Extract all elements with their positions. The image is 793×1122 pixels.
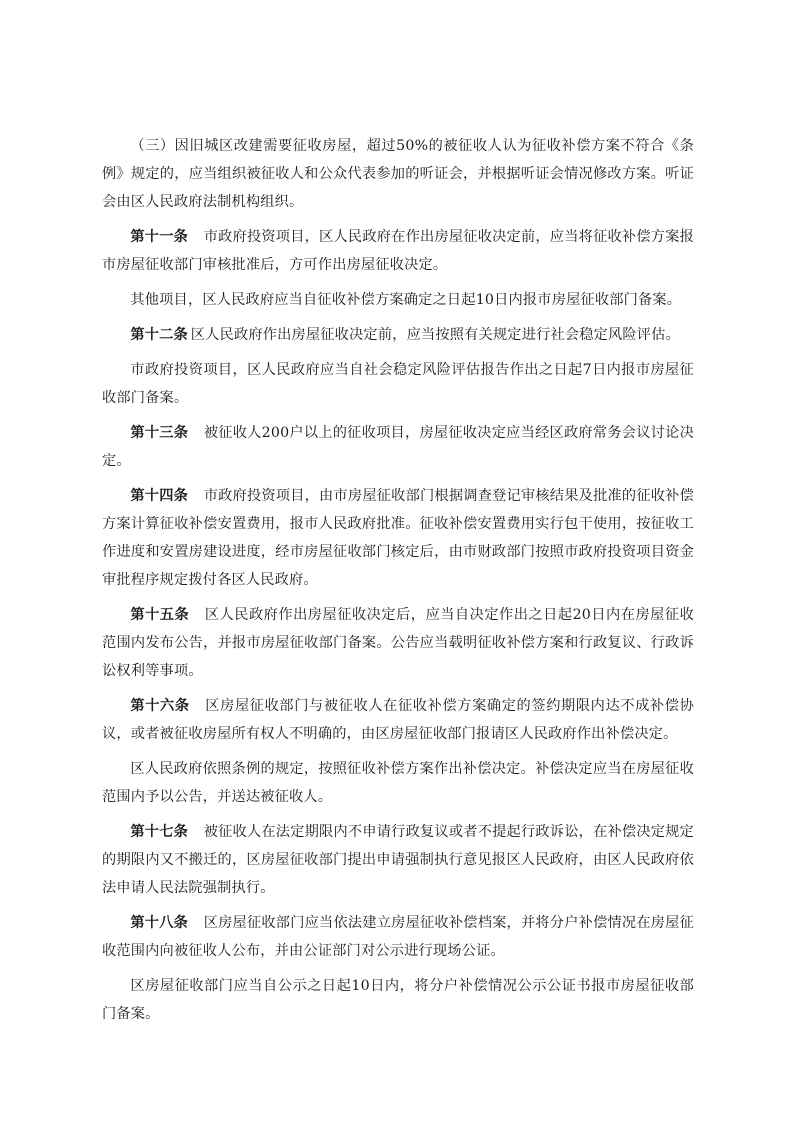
paragraph-text: 区人民政府作出房屋征收决定后，应当自决定作出之日起20日内在房屋征收范围内发布公告，并报市房屋征收部门备案。公告应当载明征收补偿方案和行政复议、行政诉讼权利等事项。: [102, 607, 694, 679]
article-17: [102, 818, 694, 902]
document-body: [102, 132, 694, 1035]
article-15: [102, 601, 694, 685]
paragraph-text: 区房屋征收部门应当自公示之日起10日内，将分户补偿情况公示公证书报市房屋征收部门备案。: [102, 978, 694, 1022]
paragraph-10: [102, 755, 694, 811]
paragraph-text: 区人民政府依照条例的规定，按照征收补偿方案作出补偿决定。补偿决定应当在房屋征收范围内予以公告，并送达被征收人。: [102, 761, 694, 805]
article-number: 第十八条: [130, 915, 189, 931]
paragraph-text: 市政府投资项目，区人民政府在作出房屋征收决定前，应当将征收补偿方案报市房屋征收部门审核批准后，方可作出房屋征收决定。: [102, 229, 694, 273]
paragraph-text: 被征收人在法定期限内不申请行政复议或者不提起行政诉讼，在补偿决定规定的期限内又不搬迁的，区房屋征收部门提出申请强制执行意见报区人民政府，由区人民政府依法申请人民法院强制执行。: [102, 824, 694, 896]
paragraph-text: 区人民政府作出房屋征收决定前，应当按照有关规定进行社会稳定风险评估。: [190, 327, 680, 343]
article-number: 第十三条: [130, 425, 189, 441]
article-number: 第十四条: [130, 488, 189, 504]
article-number: 第十一条: [130, 229, 189, 245]
article-14: [102, 482, 694, 594]
paragraph-text: 区房屋征收部门与被征收人在征收补偿方案确定的签约期限内达不成补偿协议，或者被征收房屋所有权人不明确的，由区房屋征收部门报请区人民政府作出补偿决定。: [102, 698, 694, 742]
paragraph-1: [102, 132, 694, 216]
article-number: 第十六条: [130, 698, 190, 714]
paragraph-text: 被征收人200户以上的征收项目，房屋征收决定应当经区政府常务会议讨论决定。: [102, 425, 694, 469]
article-13: [102, 419, 694, 475]
paragraph-3: [102, 286, 694, 314]
paragraph-5: [102, 356, 694, 412]
paragraph-text: 其他项目，区人民政府应当自征收补偿方案确定之日起10日内报市房屋征收部门备案。: [130, 292, 682, 308]
article-number: 第十五条: [130, 607, 190, 623]
article-number: 第十二条: [130, 327, 188, 343]
article-number: 第十七条: [130, 824, 189, 840]
article-18: [102, 909, 694, 965]
article-11: [102, 223, 694, 279]
article-12: [102, 321, 694, 349]
paragraph-text: （三）因旧城区改建需要征收房屋，超过50%的被征收人认为征收补偿方案不符合《条例》规定的，应当组织被征收人和公众代表参加的听证会，并根据听证会情况修改方案。听证会由区人民政府法制机构组织。: [102, 138, 694, 210]
paragraph-13: [102, 972, 694, 1028]
paragraph-text: 市政府投资项目，由市房屋征收部门根据调查登记审核结果及批准的征收补偿方案计算征收补偿安置费用，报市人民政府批准。征收补偿安置费用实行包干使用，按征收工作进度和安置房建设进度，经市房屋征收部门核定后，由市财政部门按照市政府投资项目资金审批程序规定拨付各区人民政府。: [102, 488, 694, 588]
paragraph-text: 区房屋征收部门应当依法建立房屋征收补偿档案，并将分户补偿情况在房屋征收范围内向被征收人公布，并由公证部门对公示进行现场公证。: [102, 915, 694, 959]
paragraph-text: 市政府投资项目，区人民政府应当自社会稳定风险评估报告作出之日起7日内报市房屋征收部门备案。: [102, 362, 694, 406]
article-16: [102, 692, 694, 748]
